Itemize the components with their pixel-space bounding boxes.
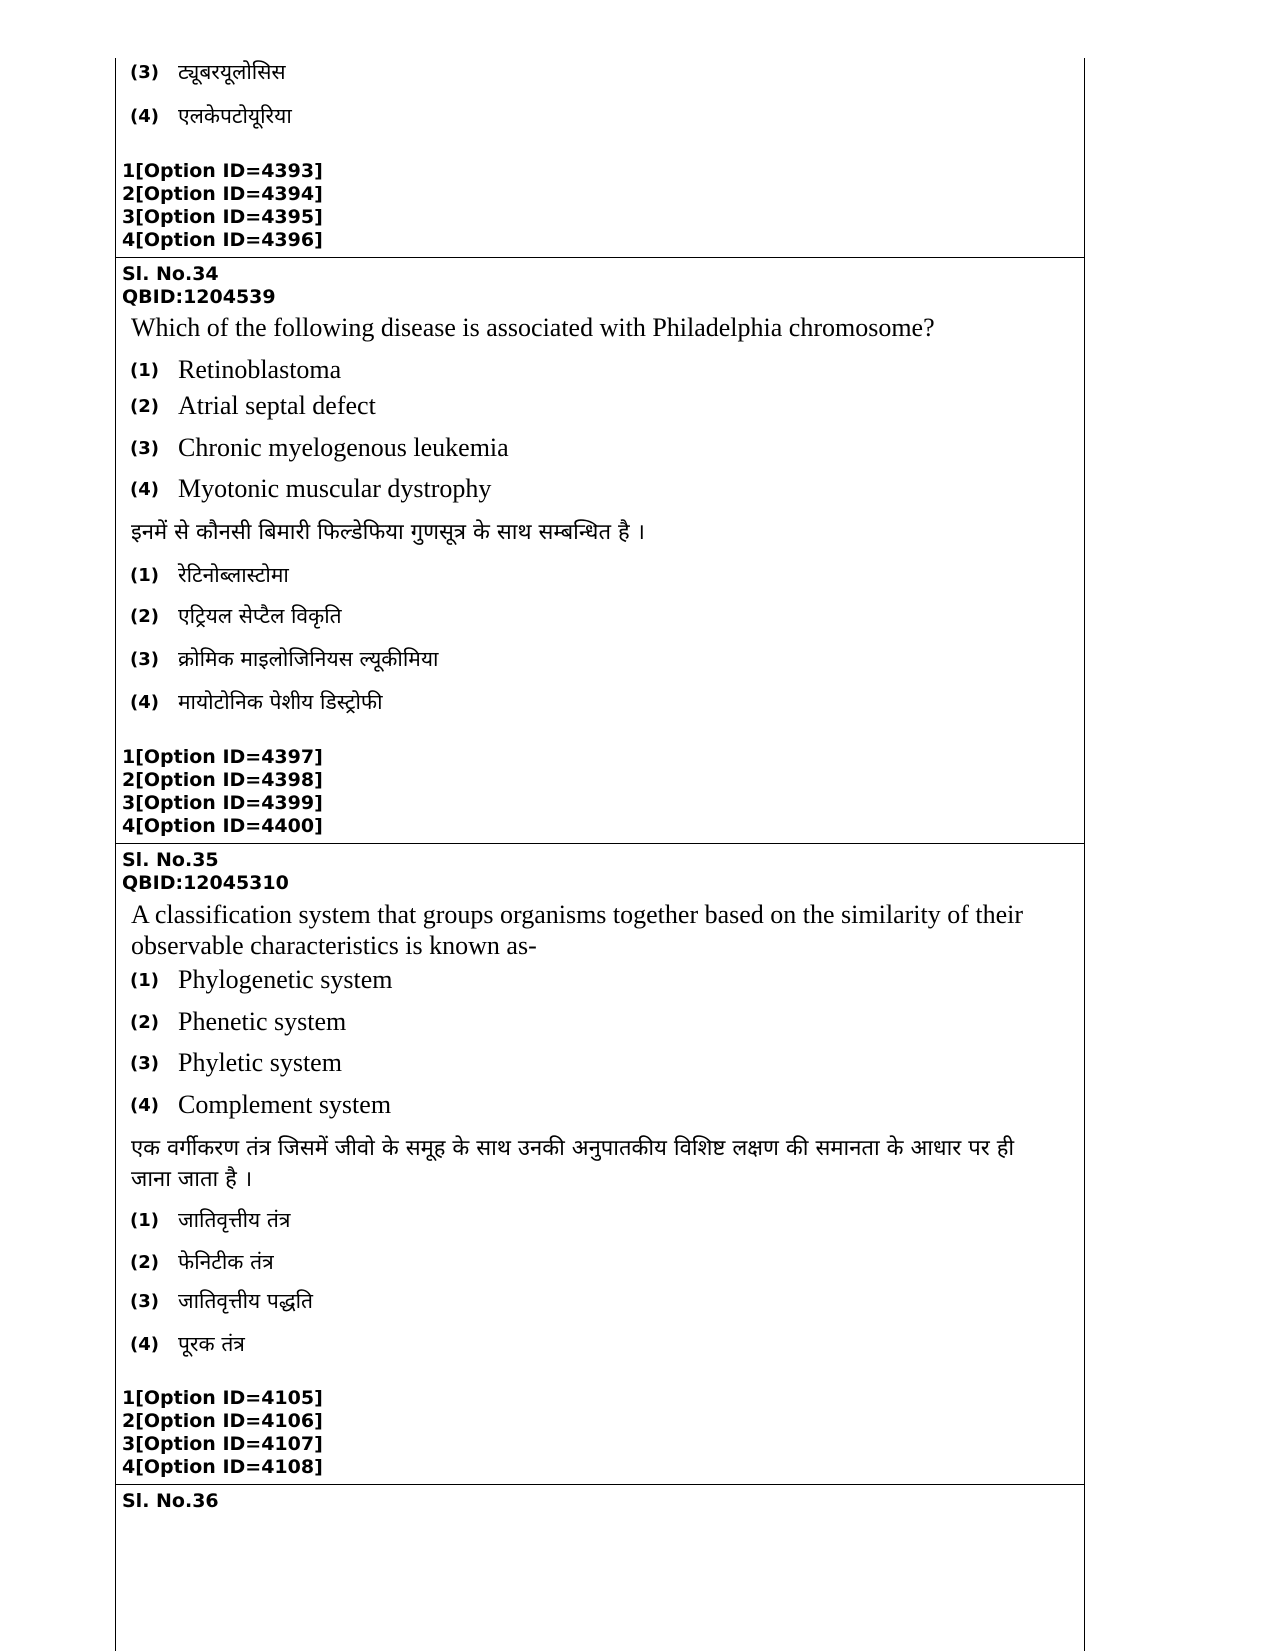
option-number: (3) xyxy=(130,648,159,670)
option-text: एलकेपटोयूरिया xyxy=(178,104,292,128)
option-text: Chronic myelogenous leukemia xyxy=(178,433,509,462)
option-item xyxy=(130,1200,290,1240)
option-text: मायोटोनिक पेशीय डिस्ट्रोफी xyxy=(178,690,383,714)
option-text: Myotonic muscular dystrophy xyxy=(178,474,492,503)
option-item xyxy=(130,1043,342,1083)
option-item xyxy=(130,1324,245,1364)
option-id: 4[Option ID=4400] xyxy=(122,815,323,837)
question-header xyxy=(116,849,289,895)
option-id: 3[Option ID=4107] xyxy=(122,1433,323,1455)
option-number: (3) xyxy=(130,1290,159,1312)
question-text-hindi: इनमें से कौनसी बिमारी फिल्डेफिया गुणसूत्र के साथ सम्बन्धित है । xyxy=(131,520,646,545)
option-number: (4) xyxy=(130,105,159,127)
option-id-list xyxy=(116,746,323,838)
option-text: Retinoblastoma xyxy=(178,355,342,384)
option-item xyxy=(130,386,376,426)
option-number: (1) xyxy=(130,1209,159,1231)
question-text-english: Which of the following disease is associated with Philadelphia chromosome? xyxy=(131,313,935,342)
option-text: रेटिनोब्लास्टोमा xyxy=(178,563,289,587)
question-header xyxy=(116,1490,219,1513)
option-item xyxy=(130,555,289,595)
option-number: (4) xyxy=(130,1094,159,1116)
option-number: (2) xyxy=(130,395,159,417)
option-item xyxy=(130,469,491,509)
option-number: (3) xyxy=(130,437,159,459)
option-item xyxy=(130,350,341,390)
qbid: QBID:1204539 xyxy=(122,286,276,308)
serial-number: Sl. No.36 xyxy=(122,1490,219,1512)
option-text: फेनिटीक तंत्र xyxy=(178,1250,274,1274)
option-id: 4[Option ID=4108] xyxy=(122,1456,323,1478)
option-item xyxy=(130,1002,346,1042)
option-item xyxy=(130,52,286,92)
option-item xyxy=(130,428,509,468)
serial-number: Sl. No.35 xyxy=(122,849,219,871)
option-id: 4[Option ID=4396] xyxy=(122,229,323,251)
option-id: 1[Option ID=4393] xyxy=(122,160,323,182)
option-id: 2[Option ID=4394] xyxy=(122,183,323,205)
question-header xyxy=(116,263,276,309)
option-item xyxy=(130,96,292,136)
option-number: (2) xyxy=(130,1011,159,1033)
option-id-list xyxy=(116,1387,323,1479)
option-number: (4) xyxy=(130,1333,159,1355)
option-id: 1[Option ID=4105] xyxy=(122,1387,323,1409)
option-id: 3[Option ID=4399] xyxy=(122,792,323,814)
option-id: 2[Option ID=4398] xyxy=(122,769,323,791)
qbid: QBID:12045310 xyxy=(122,872,289,894)
option-number: (3) xyxy=(130,61,159,83)
question-text-hindi: एक वर्गीकरण तंत्र जिसमें जीवो के समूह के साथ उनकी अनुपातकीय विशिष्ट लक्षण की समानता के आधार पर ही जाना जाता है । xyxy=(131,1136,1015,1192)
option-text: ट्यूबरयूलोसिस xyxy=(178,60,286,84)
divider xyxy=(116,257,1084,258)
divider xyxy=(116,1484,1084,1485)
option-number: (2) xyxy=(130,605,159,627)
option-item xyxy=(130,682,383,722)
divider xyxy=(116,843,1084,844)
option-number: (1) xyxy=(130,969,159,991)
option-text: Complement system xyxy=(178,1090,392,1119)
serial-number: Sl. No.34 xyxy=(122,263,219,285)
option-number: (2) xyxy=(130,1251,159,1273)
option-item xyxy=(130,1085,391,1125)
option-text: Phylogenetic system xyxy=(178,965,393,994)
option-text: Phyletic system xyxy=(178,1048,342,1077)
option-number: (1) xyxy=(130,359,159,381)
option-text: क्रोमिक माइलोजिनियस ल्यूकीमिया xyxy=(178,647,439,671)
option-text: जातिवृत्तीय तंत्र xyxy=(178,1208,291,1232)
option-text: एट्रियल सेप्टैल विकृति xyxy=(178,604,342,628)
option-number: (4) xyxy=(130,478,159,500)
option-item xyxy=(130,1281,313,1321)
option-id: 2[Option ID=4106] xyxy=(122,1410,323,1432)
option-item xyxy=(130,596,342,636)
question-text-english: A classification system that groups organisms together based on the similarity of their observable characteristics is known as- xyxy=(131,900,1024,960)
option-item xyxy=(130,639,438,679)
option-text: जातिवृत्तीय पद्धति xyxy=(178,1289,314,1313)
option-id: 3[Option ID=4395] xyxy=(122,206,323,228)
option-number: (4) xyxy=(130,691,159,713)
option-text: पूरक तंत्र xyxy=(178,1332,245,1356)
option-number: (1) xyxy=(130,564,159,586)
option-text: Atrial septal defect xyxy=(178,391,376,420)
option-text: Phenetic system xyxy=(178,1007,347,1036)
option-id: 1[Option ID=4397] xyxy=(122,746,323,768)
option-number: (3) xyxy=(130,1052,159,1074)
option-item xyxy=(130,1242,274,1282)
option-item xyxy=(130,960,392,1000)
question-paper-frame xyxy=(115,58,1085,1651)
option-id-list xyxy=(116,160,323,252)
